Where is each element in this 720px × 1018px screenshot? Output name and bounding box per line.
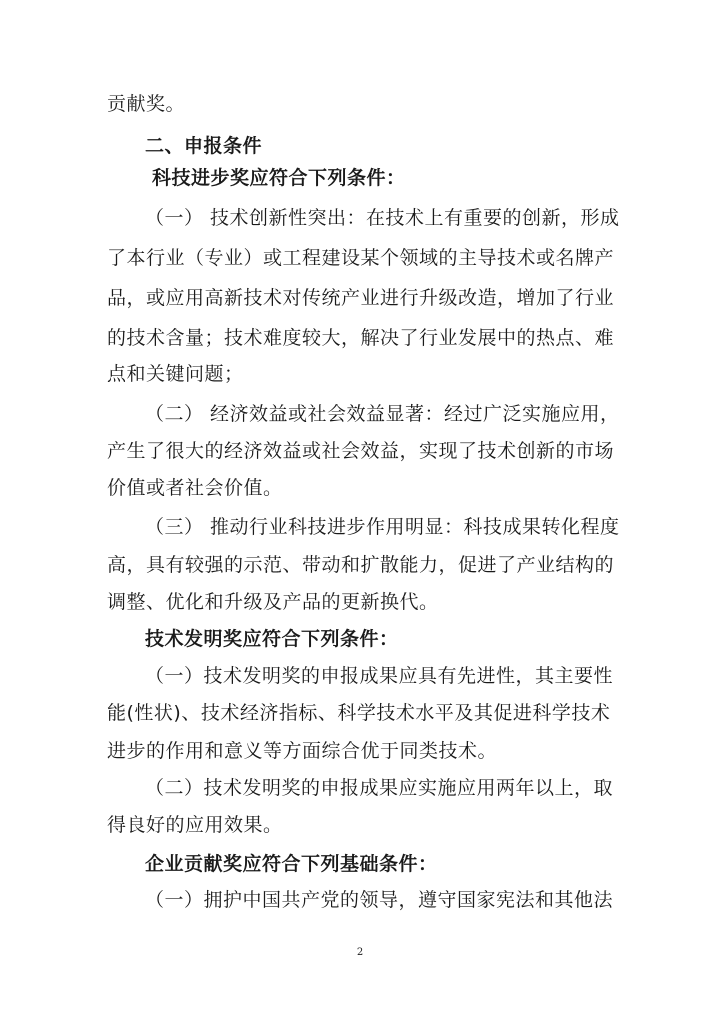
- subsection-heading: 科技进步奖应符合下列条件：: [152, 167, 406, 189]
- body-text-line: 得良好的应用效果。: [107, 814, 283, 836]
- section-heading: 二、申报条件: [145, 135, 263, 157]
- body-text-line: （一）拥护中国共产党的领导，遵守国家宪法和其他法: [145, 889, 614, 911]
- body-text-line: 产生了很大的经济效益或社会效益，实现了技术创新的市场: [107, 440, 615, 462]
- body-text-line: （一） 技术创新性突出：在技术上有重要的创新，形成: [145, 207, 620, 229]
- body-text-line: 高，具有较强的示范、带动和扩散能力，促进了产业结构的: [107, 554, 615, 576]
- body-text-line: （二） 经济效益或社会效益显著：经过广泛实施应用，: [145, 403, 620, 425]
- body-text-line: 点和关键问题；: [107, 363, 244, 385]
- body-text-line: 贡献奖。: [107, 93, 186, 115]
- body-text-line: 的技术含量；技术难度较大，解决了行业发展中的热点、难: [107, 327, 615, 349]
- body-text-line: 了本行业（专业）或工程建设某个领域的主导技术或名牌产: [107, 247, 615, 269]
- subsection-heading: 技术发明奖应符合下列条件：: [145, 628, 399, 650]
- body-text-line: 调整、优化和升级及产品的更新换代。: [107, 591, 439, 613]
- body-text-line: （三） 推动行业科技进步作用明显：科技成果转化程度: [145, 516, 620, 538]
- body-text-line: （一）技术发明奖的申报成果应具有先进性，其主要性: [145, 665, 614, 687]
- body-text-line: 进步的作用和意义等方面综合优于同类技术。: [107, 740, 498, 762]
- body-text-line: （二）技术发明奖的申报成果应实施应用两年以上，取: [145, 777, 614, 799]
- page-number: 2: [356, 947, 364, 958]
- body-text-line: 能(性状)、技术经济指标、科学技术水平及其促进科学技术: [107, 702, 611, 724]
- body-text-line: 价值或者社会价值。: [107, 477, 283, 499]
- body-text-line: 品，或应用高新技术对传统产业进行升级改造，增加了行业: [107, 287, 615, 309]
- subsection-heading: 企业贡献奖应符合下列基础条件：: [145, 853, 438, 875]
